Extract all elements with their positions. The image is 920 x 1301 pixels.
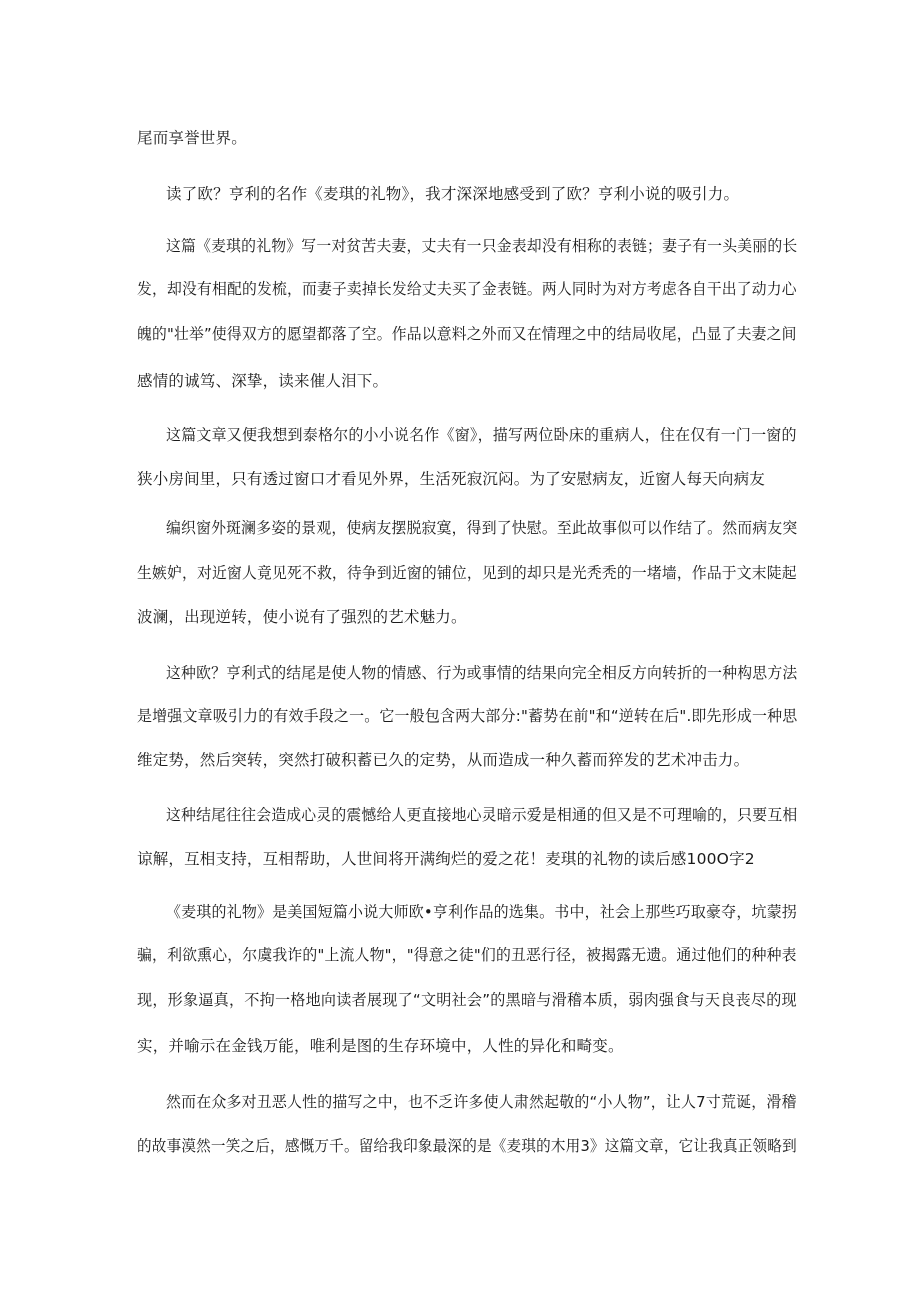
text-line: 这篇《麦琪的礼物》写一对贫苦夫妻，丈夫有一只金表却没有相称的表链；妻子有一头美丽的长: [166, 237, 798, 255]
text-line: 感情的诚笃、深挚，读来催人泪下。: [137, 372, 389, 390]
text-line: 现，形象逼真，不拘一格地向读者展现了“文明社会”的黑暗与滑稽本质，弱肉强食与天良丧尽的现: [137, 991, 797, 1009]
text-line: 编织窗外斑澜多姿的景观，使病友摆脱寂寞，得到了快慰。至此故事似可以作结了。然而病友突: [166, 519, 798, 537]
text-line: 这种结尾往往会造成心灵的震憾给人更直接地心灵暗示爱是相通的但又是不可理喻的，只要互相: [166, 806, 798, 824]
text-line: 《麦琪的礼物》是美国短篇小说大师欧•亨利作品的选集。书中，社会上那些巧取豪夺，坑蒙拐: [166, 903, 798, 921]
text-line: 这种欧？亨利式的结尾是使人物的情感、行为或事情的结果向完全相反方向转折的一种构思方法: [166, 664, 798, 682]
text-line: 骗，利欲熏心，尔虞我诈的"上流人物"，"得意之徒"们的丑恶行径，被揭露无遗。通过他们的种种表: [137, 946, 797, 964]
text-line: 读了欧？亨利的名作《麦琪的礼物》，我才深深地感受到了欧？亨利小说的吸引力。: [166, 185, 740, 203]
text-line: 这篇文章又便我想到泰格尔的小小说名作《窗》，描写两位卧床的重病人，住在仅有一门一窗的: [166, 426, 797, 444]
text-line: 是增强文章吸引力的有效手段之一。它一般包含两大部分:"蓄势在前"和“逆转在后".即先形成一种思: [137, 707, 798, 725]
text-line: 的故事漠然一笑之后，感慨万千。留给我印象最深的是《麦琪的木用3》这篇文章，它让我真正领略到: [137, 1137, 797, 1155]
text-line: 谅解，互相支持，互相帮助，人世间将开满绚烂的爱之花！麦琪的礼物的读后感100O字2: [137, 850, 755, 868]
text-line: 维定势，然后突转，突然打破积蓄已久的定势，从而造成一种久蓄而猝发的艺术冲击力。: [137, 751, 750, 769]
text-line: 波澜，出现逆转，使小说有了强烈的艺术魅力。: [137, 608, 467, 626]
text-line: 魄的"壮举”使得双方的愿望都落了空。作品以意料之外而又在情理之中的结局收尾，凸显了夫妻之间: [137, 325, 797, 343]
text-line: 实，并喻示在金钱万能，唯利是图的生存环境中，人性的异化和畸变。: [137, 1037, 624, 1055]
text-line: 发，却没有相配的发梳，而妻子卖掉长发给丈夫买了金表链。两人同时为对方考虑各自干出了动力心: [137, 280, 797, 298]
text-line: 狭小房间里，只有透过窗口才看见外界，生活死寂沉闷。为了安慰病友，近窗人每天向病友: [137, 470, 766, 488]
text-line: 然而在众多对丑恶人性的描写之中，也不乏许多使人肃然起敬的“小人物”，让人7寸荒诞，滑稽: [166, 1093, 797, 1111]
text-line: 生嫉妒，对近窗人竟见死不救，待争到近窗的铺位，见到的却只是光秃秃的一堵墙，作品于文末陡起: [137, 564, 797, 582]
text-line: 尾而享誉世界。: [137, 129, 247, 147]
